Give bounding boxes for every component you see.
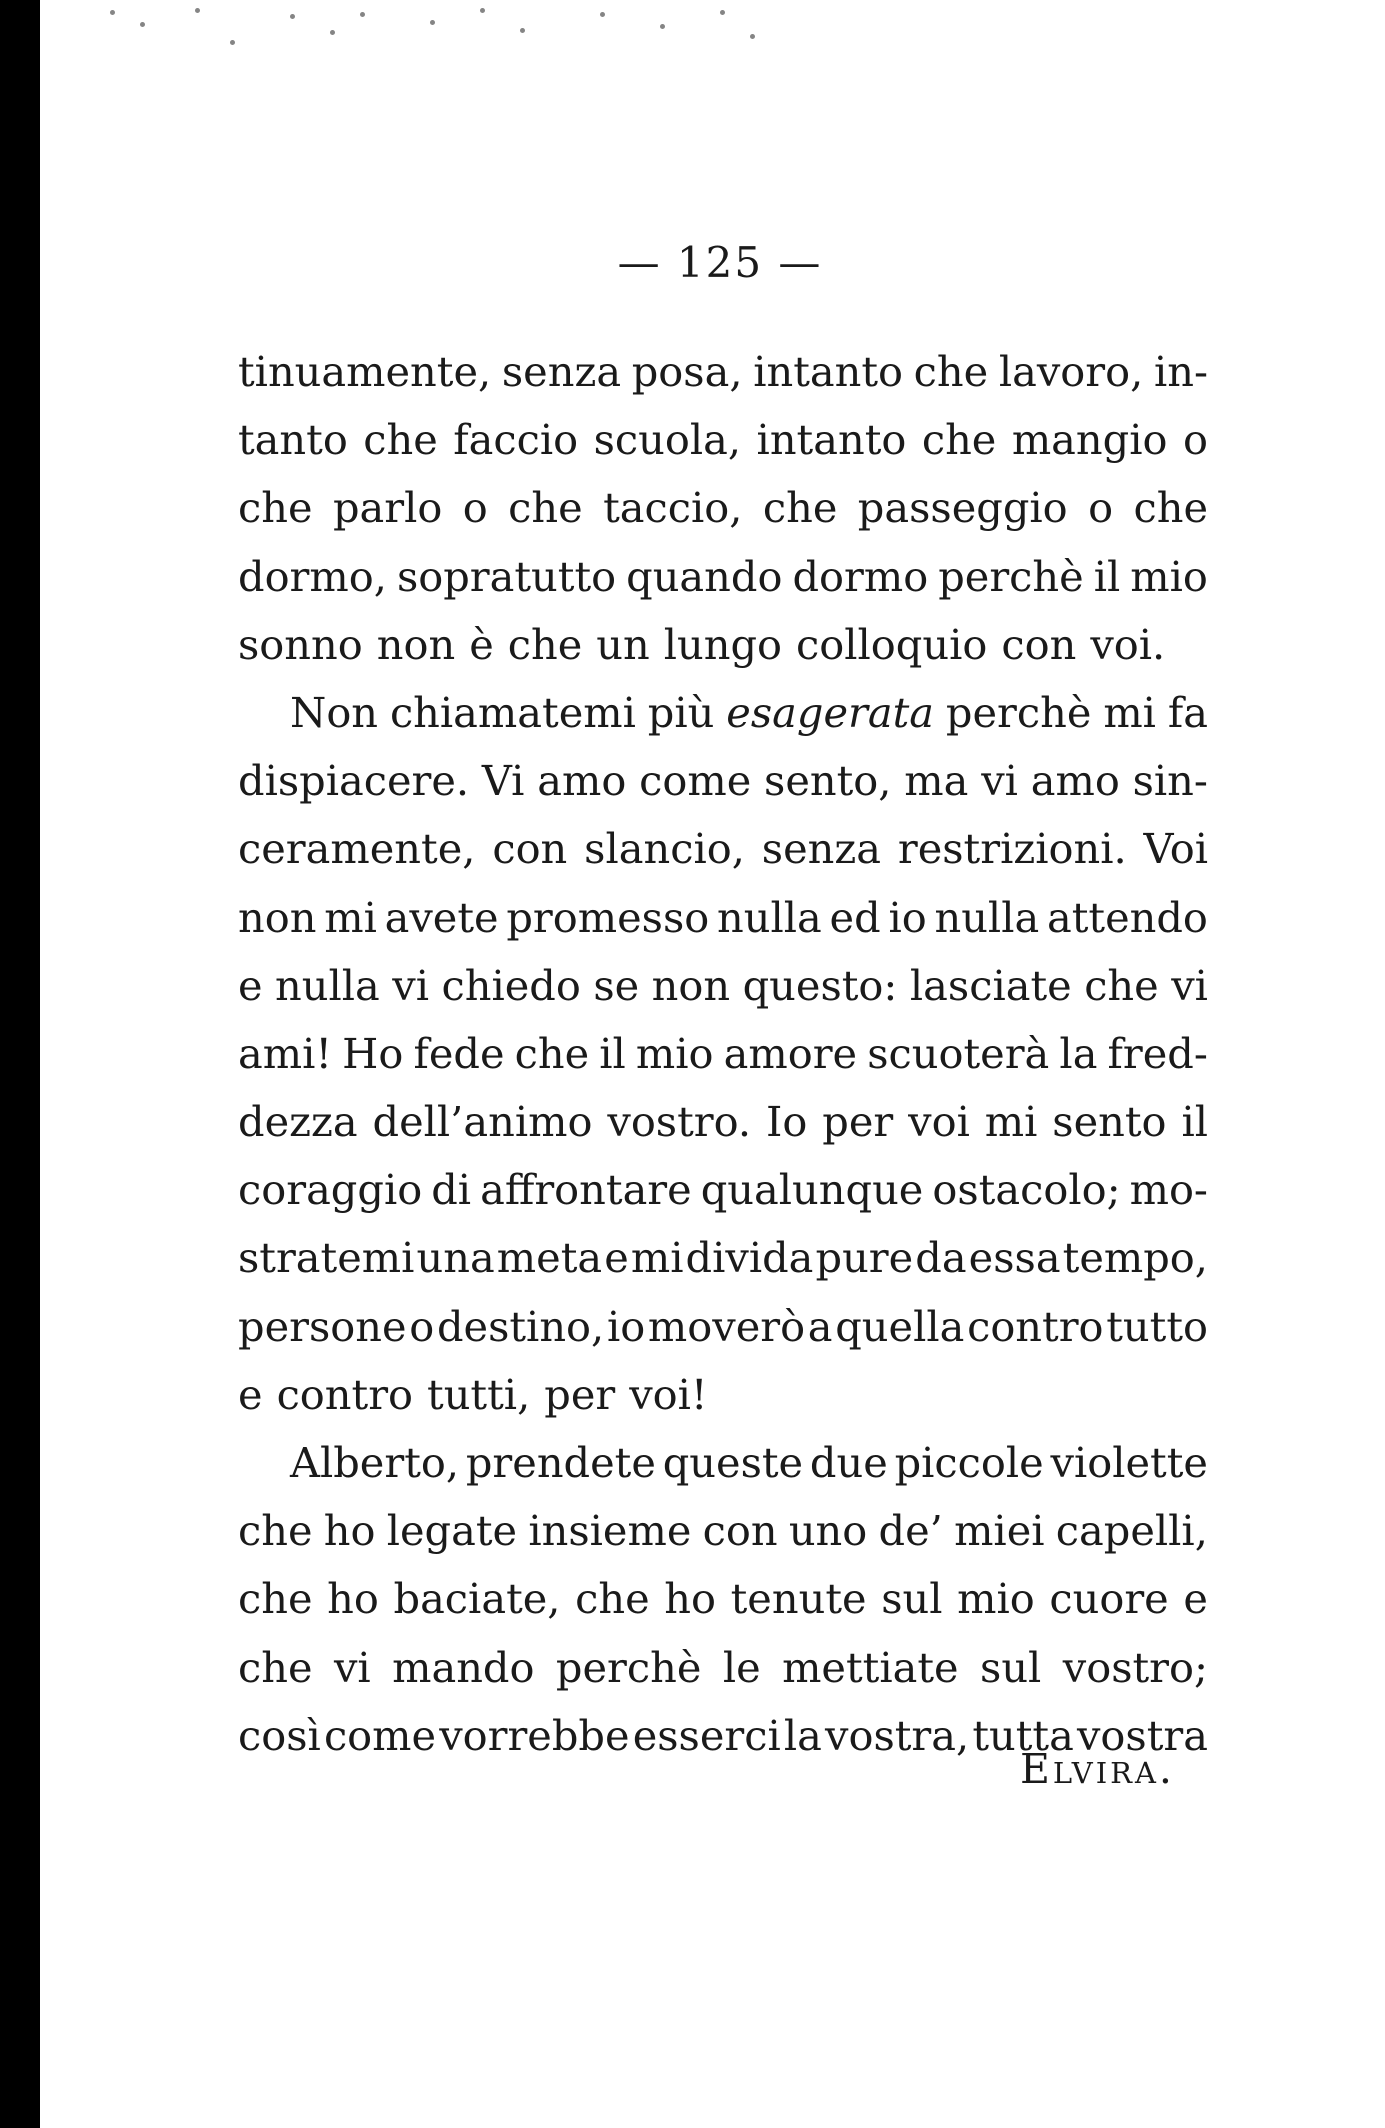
body-text: [238, 338, 1208, 1770]
text-line: ami! Ho fede che il mio amore scuoterà la fred-: [238, 1028, 1208, 1078]
text-line: sonno non è che un lungo colloquio con voi.: [238, 619, 1166, 669]
page-number: — 125 —: [617, 238, 823, 287]
text-line: tinuamente, senza posa, intanto che lavoro, in-: [238, 347, 1208, 396]
text-line: coraggio di affrontare qualunque ostacolo; mo-: [238, 1165, 1208, 1215]
scan-noise: [100, 0, 780, 70]
text-line: Alberto, prendete queste due piccole violette: [290, 1438, 1208, 1487]
signature: Elvira.: [1020, 1745, 1175, 1793]
text-line: e contro tutti, per voi!: [238, 1369, 708, 1419]
text-line: che ho legate insieme con uno de’ miei capelli,: [238, 1506, 1208, 1556]
text-line: persone o destino, io moverò a quella contro tutto: [238, 1301, 1208, 1351]
text-line: non mi avete promesso nulla ed io nulla attendo: [238, 892, 1208, 942]
text-line: dispiacere. Vi amo come sento, ma vi amo sin-: [238, 756, 1208, 806]
text-line: stratemi una meta e mi divida pure da essa tempo,: [238, 1233, 1208, 1283]
text-line: dormo, sopratutto quando dormo perchè il mio: [238, 551, 1208, 601]
text-line: Non chiamatemi più esagerata perchè mi fa: [290, 687, 1208, 737]
scan-binding-edge: [0, 0, 40, 2128]
text-line: e nulla vi chiedo se non questo: lasciate che vi: [238, 960, 1208, 1010]
text-line: che vi mando perchè le mettiate sul vostro;: [238, 1642, 1208, 1692]
text-line: che ho baciate, che ho tenute sul mio cuore e: [238, 1574, 1208, 1624]
text-line: così come vorrebbe esserci la vostra, tutta vostra: [238, 1710, 1208, 1760]
text-line: che parlo o che taccio, che passeggio o che: [238, 483, 1208, 533]
text-line: ceramente, con slancio, senza restrizioni. Voi: [238, 824, 1208, 874]
text-line: dezza dell’animo vostro. Io per voi mi sento il: [238, 1097, 1208, 1147]
text-line: tanto che faccio scuola, intanto che mangio o: [238, 415, 1208, 465]
